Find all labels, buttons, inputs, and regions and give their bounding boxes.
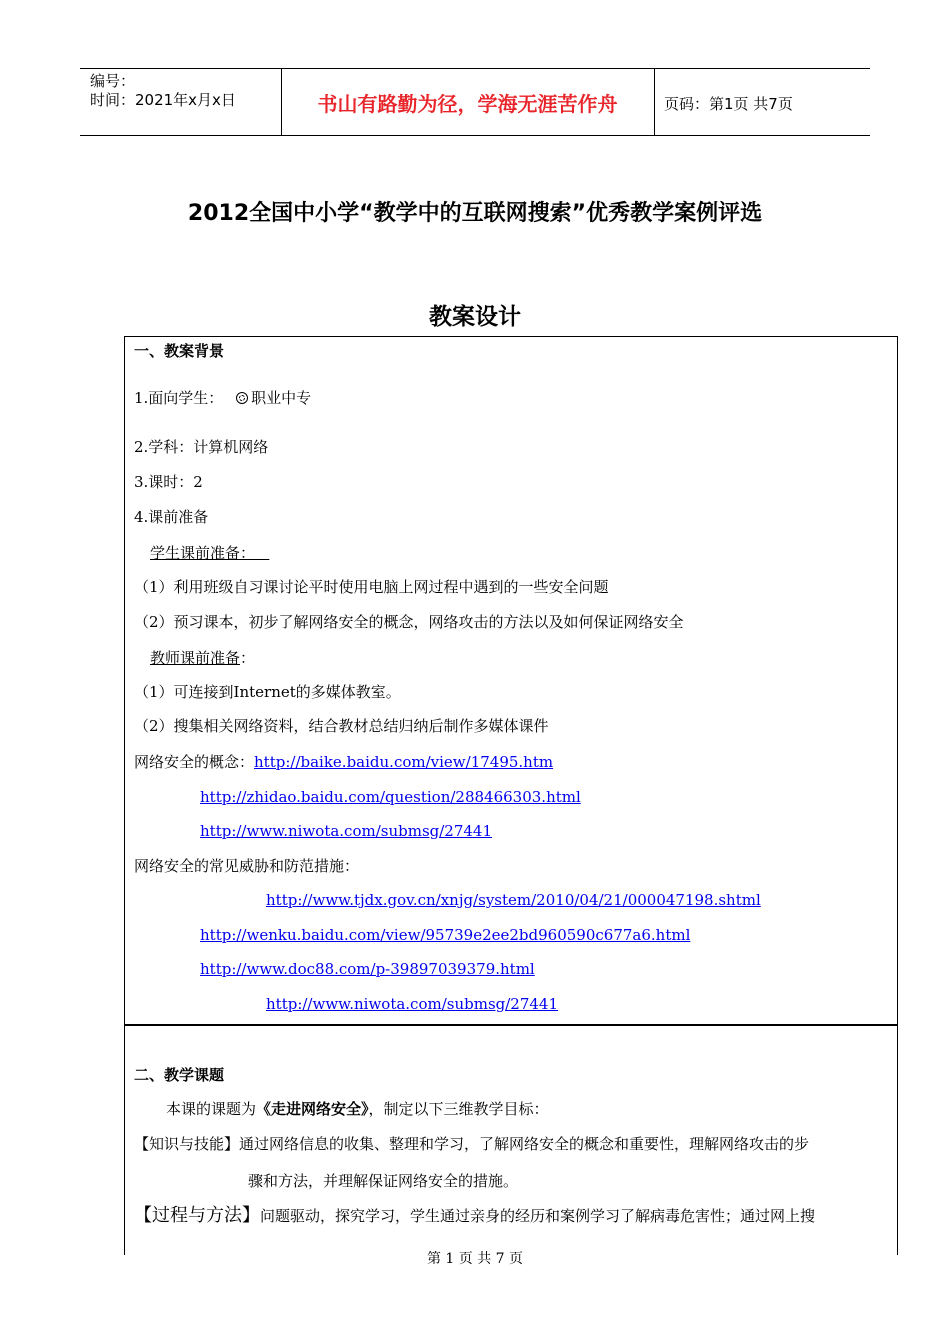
audience-value: 职业中专 <box>251 389 312 407</box>
threat-link-row <box>200 925 690 945</box>
threat-link[interactable]: http://www.doc88.com/p-39897039379.html <box>200 960 535 978</box>
process-tag: 【过程与方法】 <box>134 1205 260 1226</box>
teacher-prep-label: 教师课前准备： <box>150 649 256 667</box>
threat-link[interactable]: http://www.tjdx.gov.cn/xnjg/system/2010/04/21/000047198.shtml <box>266 891 761 909</box>
threat-link-row <box>200 959 535 979</box>
document-number: 编号： <box>90 72 136 90</box>
threat-link[interactable]: http://www.niwota.com/submsg/27441 <box>266 995 559 1013</box>
header-motto: 书山有路勤为径，学海无涯苦作舟 <box>317 91 618 116</box>
knowledge-goal: 【知识与技能】通过网络信息的收集、整理和学习，了解网络安全的概念和重要性，理解网络攻击的步 <box>134 1135 810 1153</box>
student-prep-label <box>150 543 269 563</box>
hours-line: 3.课时：2 <box>134 473 203 491</box>
concept-line <box>134 752 553 772</box>
concept-link-row <box>200 787 581 807</box>
concept-link[interactable]: http://baike.baidu.com/view/17495.htm <box>254 753 554 771</box>
threat-link-row <box>266 890 761 910</box>
document-title: 2012全国中小学“教学中的互联网搜索”优秀教学案例评选 <box>187 201 763 226</box>
prep-line: 4.课前准备 <box>134 508 209 526</box>
topic-title: 《走进网络安全》 <box>256 1100 369 1118</box>
page-code: 页码：第1页 共7页 <box>664 95 793 113</box>
teacher-item: （2）搜集相关网络资料，结合教材总结归纳后制作多媒体课件 <box>134 717 549 735</box>
student-prep-text: 学生课前准备： <box>150 544 256 562</box>
process-goal: 【过程与方法】问题驱动，探究学习，学生通过亲身的经历和案例学习了解病毒危害性；通过网上搜 <box>134 1205 816 1226</box>
radio-option[interactable] <box>236 389 311 407</box>
concept-link-row <box>200 821 492 841</box>
concept-link[interactable]: http://zhidao.baidu.com/question/288466303.html <box>200 788 581 806</box>
teacher-item: （1）可连接到Internet的多媒体教室。 <box>134 683 401 701</box>
document-date: 时间：2021年x月x日 <box>90 91 236 109</box>
knowledge-tag: 【知识与技能】 <box>134 1135 240 1153</box>
threat-link-row <box>266 994 558 1014</box>
radio-circle-icon <box>236 392 248 404</box>
page-footer: 第 1 页 共 7 页 <box>426 1251 524 1267</box>
threat-link[interactable]: http://wenku.baidu.com/view/95739e2ee2bd960590c677a6.html <box>200 926 691 944</box>
student-item: （2）预习课本，初步了解网络安全的概念，网络攻击的方法以及如何保证网络安全 <box>134 613 684 631</box>
subject-line: 2.学科：计算机网络 <box>134 438 269 456</box>
document-subtitle: 教案设计 <box>429 304 521 330</box>
audience-label: 1.面向学生： <box>134 389 224 407</box>
audience-line <box>134 388 311 408</box>
teacher-prep-text: 教师课前准备 <box>150 649 241 667</box>
section2-heading: 二、教学课题 <box>134 1066 225 1084</box>
student-item: （1）利用班级自习课讨论平时使用电脑上网过程中遇到的一些安全问题 <box>134 578 609 596</box>
header-divider-right <box>654 68 655 136</box>
concept-label: 网络安全的概念： <box>134 753 255 771</box>
topic-intro: 本课的课题为《走进网络安全》，制定以下三维教学目标： <box>166 1100 549 1118</box>
knowledge-goal-cont: 骤和方法，并理解保证网络安全的措施。 <box>248 1172 519 1190</box>
threat-label: 网络安全的常见威胁和防范措施： <box>134 857 360 875</box>
concept-link[interactable]: http://www.niwota.com/submsg/27441 <box>200 822 493 840</box>
section1-heading: 一、教案背景 <box>134 342 225 360</box>
